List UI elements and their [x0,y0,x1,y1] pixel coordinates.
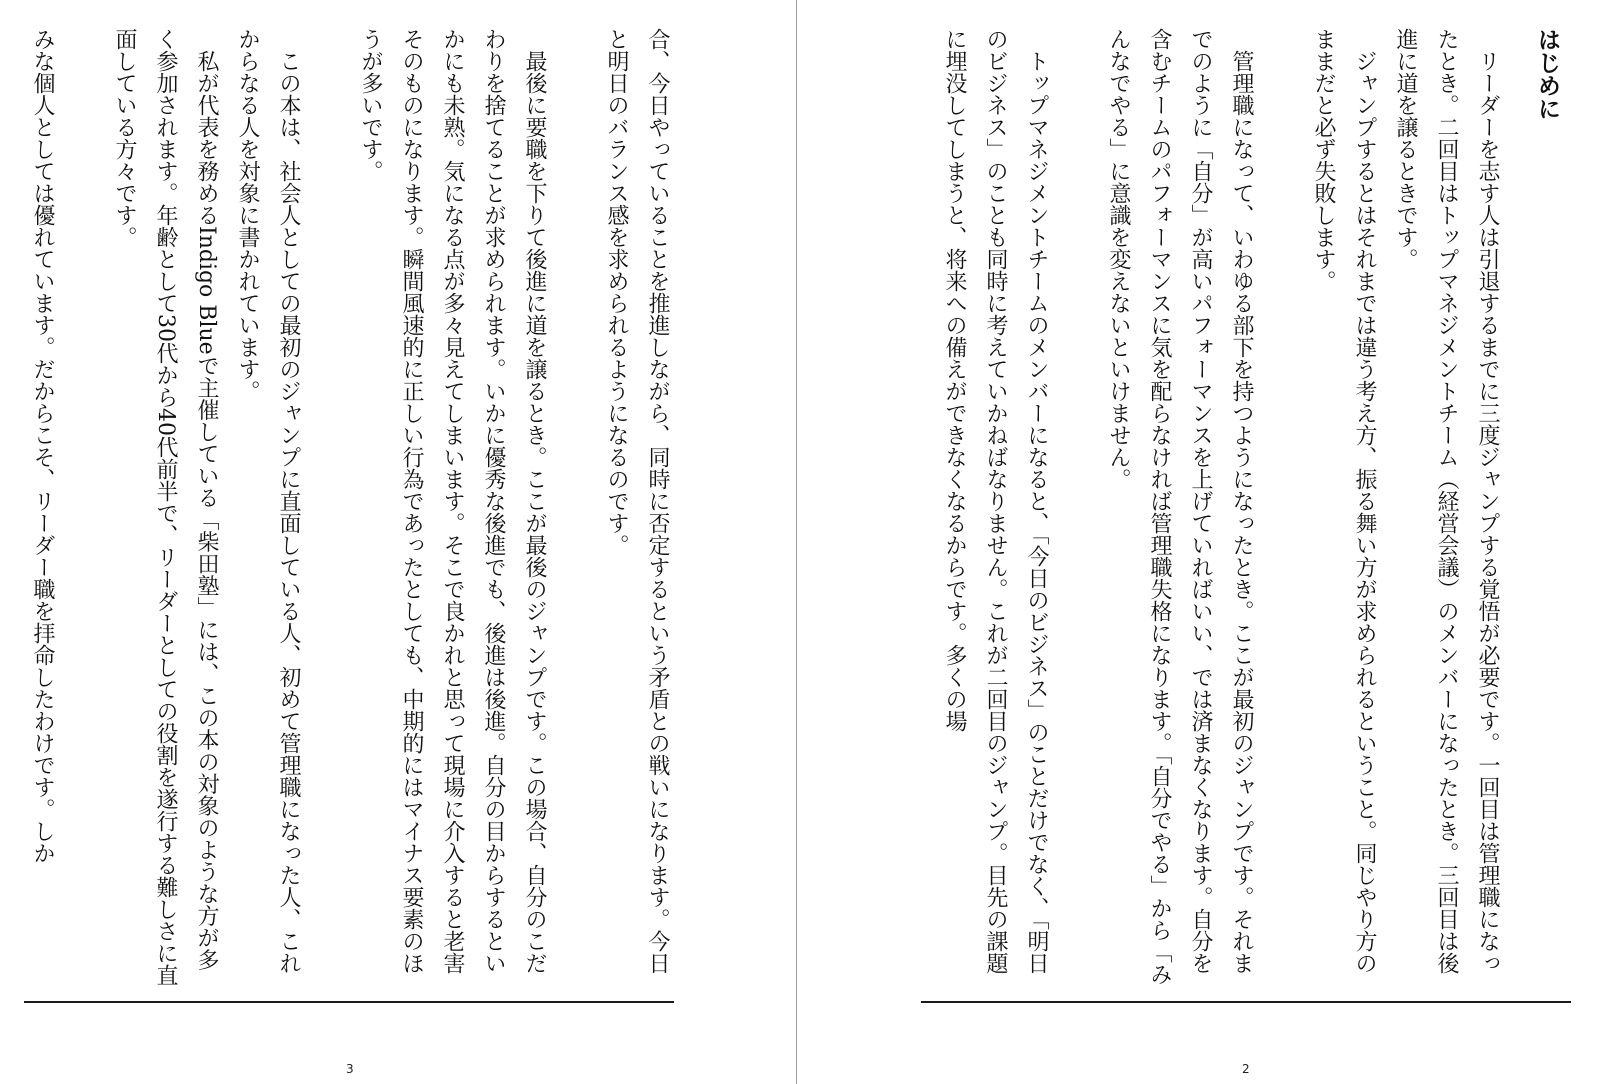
left-paragraph-3: この本は、社会人としての最初のジャンプに直面している人、初めて管理職になった人、これからなる人を対象に書かれています。 [235,28,301,974]
paragraph-gap [1262,28,1303,69]
left-paragraph-5: みな個人としては優れています。だからこそ、リーダー職を拝命したわけです。しか [30,28,55,864]
left-page [0,0,796,1084]
footer-rule [921,1001,1571,1003]
right-paragraph-2: ジャンプするとはそれまでは違う考え方、振る舞い方が求められるということ。同じやり方のままだと必ず失敗します。 [1311,28,1377,974]
left-paragraph-4: 私が代表を務めるIndigo Blueで主催している「柴田塾」には、この本の対象のような方が多く参加されます。年齢として30代から40代前半で、リーダーとしての役割を遂行する難しさに直面している方々です。 [112,28,219,986]
right-page [797,0,1600,1084]
paragraph-gap [63,28,104,69]
right-paragraph-1: リーダーを志す人は引退するまでに三度ジャンプする覚悟が必要です。一回目は管理職になったとき。二回目はトップマネジメントチーム（経営会議）のメンバーになったとき。三回目は後進に道を譲るときです。 [1393,28,1500,974]
left-paragraph-2: 最後に要職を下りて後進に道を譲るとき。ここが最後のジャンプです。この場合、自分のこだわりを捨てることが求められます。いかに優秀な後進でも、後進は後進。自分の目からするといかにも未熟。気になる点が多々見えてしまいます。そこで良かれと思って現場に介入すると老害そのものになります。瞬間風速的に正しい行為であったとしても、中期的にはマイナス要素のほうが多いです。 [358,28,547,974]
right-paragraph-4: トップマネジメントチームのメンバーになると、「今日のビジネス」のことだけでなく、「明日のビジネス」のことも同時に考えていかねばなりません。これが二回目のジャンプ。目先の課題に埋没してしまうと、将来への備えができなくなるからです。多くの場 [942,28,1049,974]
paragraph-gap [1057,28,1098,69]
right-paragraph-3: 管理職になって、いわゆる部下を持つようになったとき。ここが最初のジャンプです。それまでのように「自分」が高いパフォーマンスを上げていればいい、では済まなくなります。自分を含むチームのパフォーマンスに気を配らなければ管理職失格になります。「自分でやる」から「みんなでやる」に意識を変えないといけません。 [1106,28,1254,985]
left-paragraph-1: 合、今日やっていることを推進しながら、同時に否定するという矛盾との戦いになります。今日と明日のバランス感を求められるようになるのです。 [604,28,670,974]
page-number: 3 [346,1062,354,1076]
paragraph-gap [555,28,596,69]
page-number: 2 [1242,1062,1250,1076]
chapter-heading: はじめに [1534,28,1560,120]
right-page-body [912,28,1567,990]
footer-rule [24,1001,674,1003]
paragraph-gap [309,28,350,69]
left-page-body [18,28,678,990]
